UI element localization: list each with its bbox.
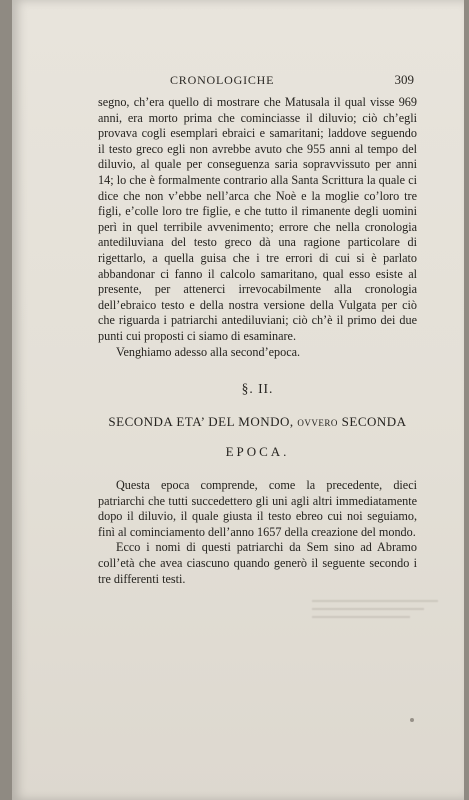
page-header [98, 73, 416, 89]
section-number: §. II. [241, 381, 274, 396]
section-heading-part: SECONDA ETA’ DEL MONDO, [108, 414, 298, 429]
body-text [98, 95, 417, 360]
paragraph: Ecco i nomi di questi patriarchi da Sem sino ad Abramo coll’età che avea ciascuno quando generò il seguente secondo i tre differenti testi. [98, 540, 417, 586]
page-number: 309 [394, 72, 414, 87]
book-page [12, 0, 464, 800]
section-heading-part: SECONDA [337, 414, 407, 429]
running-head: CRONOLOGICHE [170, 73, 275, 87]
section-heading-epoch: EPOCA. [225, 444, 290, 459]
section-heading-part: ovvero [297, 414, 338, 429]
body-text-2 [98, 478, 417, 587]
paragraph: segno, ch’era quello di mostrare che Matusala il qual visse 969 anni, era morto prima che cominciasse il diluvio; ciò ch’egli provava cogli esemplari ebraici e samaritani; laddove seguendo il testo greco egli non avrebbe avuto che 955 anni al tempo del diluvio, al quale per conseguenza saria sopravvissuto per anni 14; lo che è formalmente contrario alla Santa Scrittura la quale ci dice che non v’ebbe nell’arca che Noè e la moglie co’loro tre figli, e’colle loro tre figlie, e che tutto il rimanente degli uomini perì in quel terribile avvenimento; errore che nella cronologia antediluviana del testo greco dà una ragione particolare di rigettarlo, a quella guisa che i tre errori di cui si è parlato abbandonar ci fanno il calcolo samaritano, qual esso esiste al presente, per attenerci irrevocabilmente alla cronologia dell’ebraico testo e della nostra versione della Vulgata per ciò che riguarda i patriarchi antediluviani; ciò ch’è il primo dei due punti cui proposti ci siamo di esaminare. [98, 95, 417, 343]
paper-blemish [410, 718, 414, 722]
paragraph: Venghiamo adesso alla second’epoca. [116, 344, 301, 359]
section-heading [98, 414, 417, 430]
paragraph: Questa epoca comprende, come la precedente, dieci patriarchi che tutti succedettero gli uni agli altri immediatamente dopo il diluvio, il quale giusta il testo ebreo cui noi seguiamo, finì al cominciamento dell’anno 1657 della creazione del mondo. [98, 478, 417, 539]
show-through-text [312, 594, 452, 634]
